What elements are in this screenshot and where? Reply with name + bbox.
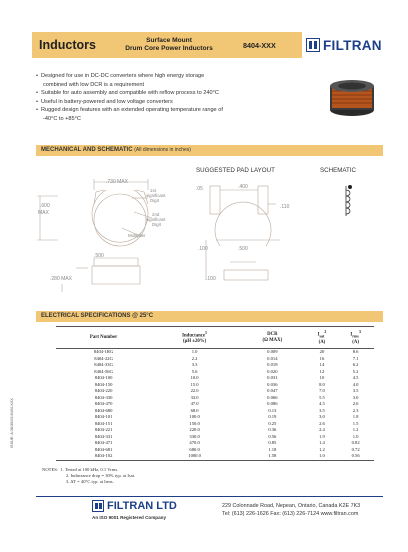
- table-cell: 0.13: [268, 407, 277, 413]
- table-cell: 470.0: [189, 440, 200, 445]
- table-cell: 8404-471: [94, 440, 113, 445]
- dim-600: .600: [40, 203, 50, 209]
- table-cell: 5.6: [191, 368, 198, 374]
- table-cell: 3.0: [319, 414, 325, 419]
- table-cell: 0.56: [337, 453, 374, 460]
- table-cell: 2.2: [191, 355, 198, 361]
- table-cell: 8.0: [319, 381, 325, 387]
- mechanical-title: MECHANICAL AND SCHEMATIC: [41, 147, 133, 153]
- table-cell: 0.020: [267, 368, 278, 374]
- table-cell: 7.1: [352, 355, 359, 361]
- table-cell: 12: [319, 368, 325, 374]
- table-cell: 8404-102: [56, 453, 151, 460]
- table-cell: 8404-151: [94, 420, 113, 426]
- table-cell: 4.5: [319, 401, 325, 406]
- table-cell: 8404-22G: [94, 355, 113, 361]
- table-cell: 0.72: [351, 446, 360, 452]
- table-cell: 3.5: [319, 407, 325, 413]
- product-title-line2: Drum Core Power Inductors: [125, 45, 213, 52]
- feature-item: • Suitable for auto assembly and compatible with reflow process to 240°C: [36, 89, 223, 98]
- table-cell: 1.8: [352, 414, 359, 419]
- table-cell: 8404-1RG: [93, 349, 114, 354]
- schematic-label: SCHEMATIC: [320, 167, 356, 174]
- table-cell: 2.4: [319, 427, 325, 432]
- table-cell: 0.009: [267, 349, 278, 354]
- table-cell: 10.0: [190, 375, 199, 380]
- table-cell: 1.2: [319, 446, 325, 452]
- note-2: 2. Inductance drop = 30% typ. at Isat.: [66, 473, 136, 479]
- table-cell: 8.6: [352, 349, 359, 354]
- note-1: NOTES: 1. Tested at 100 kHz, 0.1 Vrms.: [42, 467, 119, 472]
- table-cell: 0.047: [267, 388, 278, 393]
- label-digit-1: Digit: [150, 198, 159, 203]
- table-cell: 0.031: [267, 375, 278, 380]
- table-row: [56, 453, 374, 460]
- table-cell: 0.086: [267, 401, 278, 406]
- electrical-section-bar: [36, 311, 383, 322]
- table-cell: 8404-330: [94, 394, 113, 400]
- table-cell: 1.5: [352, 420, 359, 426]
- table-cell: 33.0: [190, 394, 199, 400]
- table-cell: 68.0: [190, 407, 199, 413]
- table-cell: 1.0: [307, 453, 338, 460]
- table-cell: 6.2: [352, 362, 359, 367]
- table-cell: 8404-33G: [94, 362, 113, 367]
- label-significant-1: significant: [146, 193, 166, 198]
- header-irms: $I_{rms}^3$ (A): [337, 327, 374, 349]
- issue-side-text: ISSUE: A 06/30/03 8404-XXX: [10, 398, 14, 448]
- table-cell: 2.6: [319, 420, 325, 426]
- label-digit-2: Digit: [152, 222, 161, 227]
- pad-layout-label: SUGGESTED PAD LAYOUT: [196, 167, 275, 174]
- table-cell: 1.2: [352, 427, 359, 432]
- table-cell: 14: [319, 362, 325, 367]
- dim-730: .730 MAX: [106, 179, 128, 185]
- electrical-title: ELECTRICAL SPECIFICATIONS @ 25°C: [41, 313, 154, 319]
- feature-list: [36, 72, 223, 124]
- table-cell: 3.5: [352, 388, 359, 393]
- footer-logo-text: FILTRAN LTD: [107, 500, 177, 512]
- dimension-note: (All dimensions in inches): [134, 147, 191, 153]
- feature-item: • Designed for use in DC-DC converters where high energy storage: [36, 72, 223, 81]
- dim-500a: .500: [94, 253, 104, 259]
- table-cell: 1.18: [268, 446, 277, 452]
- table-cell: 8404-150: [94, 381, 113, 387]
- table-cell: 1.0: [352, 433, 359, 439]
- feature-item-cont: -40°C to +85°C: [43, 115, 81, 122]
- notes-block: [42, 467, 135, 486]
- header-isat: $I_{sat}^2$ (A): [307, 327, 338, 349]
- table-cell: 0.018: [267, 362, 278, 367]
- table-cell: 8404-331: [94, 433, 113, 439]
- product-title-line1: Surface Mount: [146, 37, 192, 44]
- table-row: [56, 349, 374, 356]
- pad-dim-400: .400: [238, 184, 248, 190]
- table-cell: 0.036: [267, 381, 278, 387]
- table-cell: 330.0: [189, 433, 200, 439]
- header-dcr: DCR (Ω MAX): [238, 327, 307, 349]
- filtran-mark-icon: [306, 38, 320, 52]
- feature-item: • Useful in battery-powered and low voltage converters: [36, 98, 223, 107]
- table-cell: 8404-220: [94, 388, 113, 393]
- label-2nd: 2nd: [152, 212, 160, 217]
- table-cell: 22.0: [190, 388, 199, 393]
- feature-item-cont: combined with low DCR is a requirement: [43, 81, 145, 88]
- table-cell: 7.0: [319, 388, 325, 393]
- table-cell: 680.0: [189, 446, 200, 452]
- table-cell: 4.5: [352, 375, 359, 380]
- table-cell: 0.56: [268, 433, 277, 439]
- category-title: Inductors: [39, 38, 96, 52]
- header-inductance: Inductance$^1$ (µH ±20%): [151, 327, 238, 349]
- table-cell: 1.4: [319, 440, 325, 445]
- table-cell: 1.58: [238, 453, 307, 460]
- filtran-logo: [302, 32, 408, 58]
- table-cell: 1000.0: [151, 453, 238, 460]
- table-cell: 4.0: [352, 381, 359, 387]
- table-cell: 1.0: [191, 349, 198, 354]
- table-cell: 8404-56G: [94, 368, 113, 374]
- label-significant-2: significant: [146, 217, 166, 222]
- table-cell: 10: [319, 375, 325, 380]
- table-cell: 2.3: [352, 407, 359, 413]
- table-cell: 8404-680: [94, 407, 113, 413]
- pad-dim-500b: .500: [238, 246, 248, 252]
- pad-dim-100b: .100: [206, 276, 216, 282]
- table-cell: 0.85: [268, 440, 277, 445]
- footer-logo: [92, 500, 177, 512]
- pad-dim-05: .05: [196, 186, 203, 192]
- mechanical-section-bar: [36, 145, 383, 156]
- table-cell: 8404-101: [94, 414, 113, 419]
- footer-address: [222, 502, 360, 518]
- filtran-mark-icon: [92, 500, 104, 512]
- pad-dim-100a: .100: [198, 246, 208, 252]
- table-cell: 0.36: [268, 427, 277, 432]
- address-line: 229 Colonnade Road, Nepean, Ontario, Canada K2E 7K3: [222, 503, 361, 509]
- header-part-number: Part Number: [56, 327, 151, 349]
- table-cell: 8404-470: [94, 401, 113, 406]
- table-cell: 0.066: [267, 394, 278, 400]
- note-3: 3. ΔT = 40°C typ. at Irms.: [66, 479, 114, 485]
- spec-table: [56, 326, 374, 461]
- table-cell: 8404-221: [94, 427, 113, 432]
- product-title: [111, 37, 227, 53]
- label-multiplier: Multiplier: [128, 233, 146, 238]
- table-cell: 15.0: [190, 381, 199, 387]
- schematic-drawing: [336, 182, 356, 222]
- pad-layout-drawing: [196, 176, 296, 286]
- table-cell: 3.3: [191, 362, 198, 367]
- table-cell: 8404-681: [94, 446, 113, 452]
- table-cell: 0.25: [268, 420, 277, 426]
- table-cell: 20: [319, 349, 325, 354]
- table-cell: 5.5: [319, 394, 325, 400]
- table-cell: 3.0: [352, 394, 359, 400]
- table-cell: 5.2: [352, 368, 359, 374]
- table-cell: 47.0: [190, 401, 199, 406]
- table-cell: 2.6: [352, 401, 359, 406]
- inductor-photo: [322, 72, 382, 120]
- contact-line: Tel: (613) 226-1626 Fax: (613) 226-7124 www.filtran.com: [222, 511, 359, 517]
- footer-rule: [36, 496, 383, 497]
- table-cell: 100.0: [189, 414, 200, 419]
- dim-600-max: MAX: [38, 210, 49, 216]
- table-cell: 1.9: [319, 433, 325, 439]
- table-cell: 220.0: [189, 427, 200, 432]
- table-cell: 16: [319, 355, 325, 361]
- table-cell: 0.82: [351, 440, 360, 445]
- dim-280: .280 MAX: [50, 276, 72, 282]
- table-cell: 0.014: [267, 355, 278, 361]
- logo-text: FILTRAN: [323, 37, 382, 53]
- iso-text: An ISO 9001 Registered Company: [92, 515, 167, 520]
- table-cell: 0.19: [268, 414, 277, 419]
- spec-header-row: [56, 327, 374, 349]
- part-series: 8404-XXX: [243, 40, 276, 50]
- feature-item: • Rugged design features with an extended operating temperature range of: [36, 106, 223, 115]
- table-cell: 150.0: [189, 420, 200, 426]
- pad-dim-110: .110: [280, 204, 290, 210]
- label-1st: 1st: [150, 188, 156, 193]
- table-cell: 8404-100: [94, 375, 113, 380]
